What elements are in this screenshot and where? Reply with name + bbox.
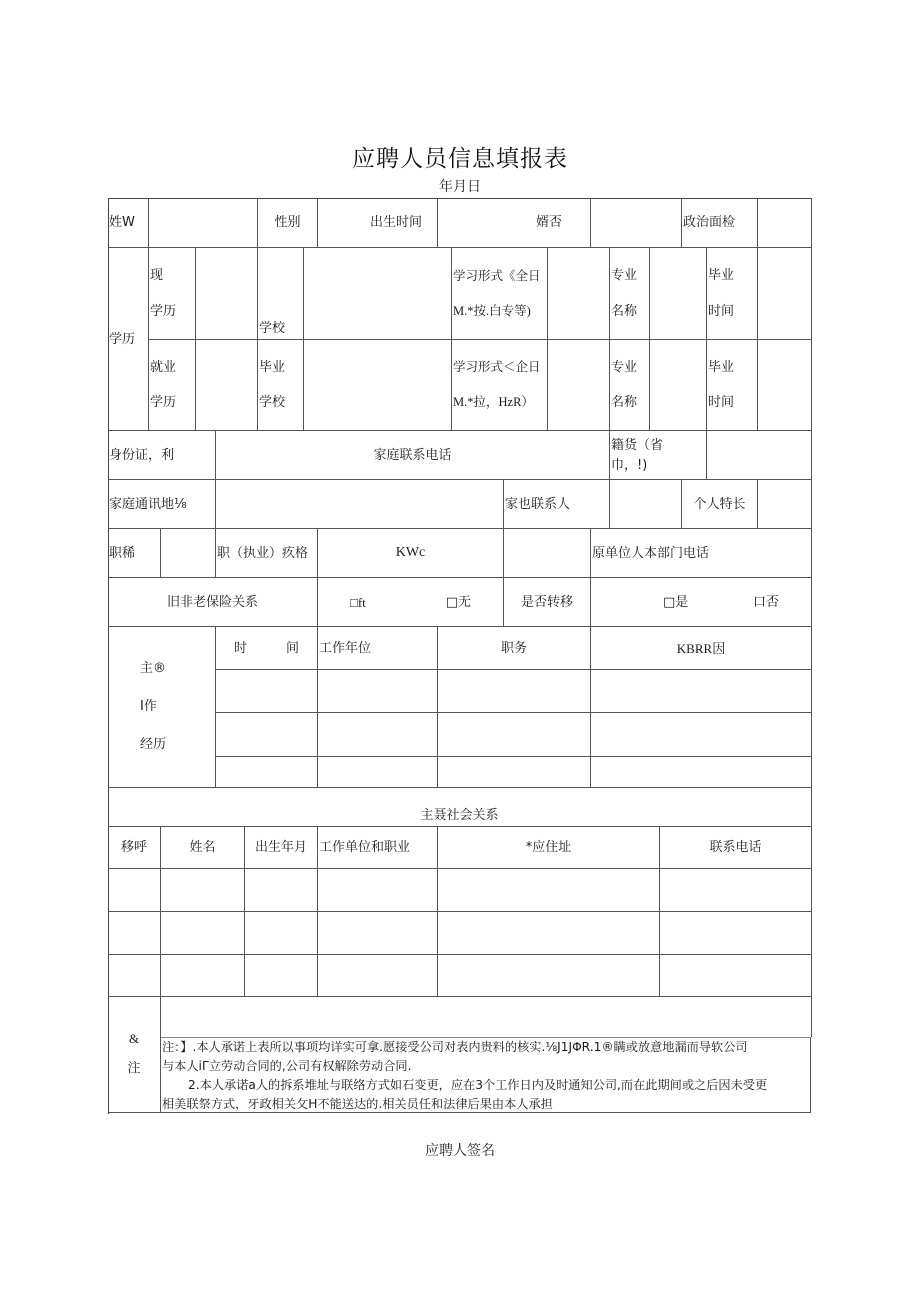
qualification-label: 职（执业）疚格: [216, 529, 318, 578]
transfer-label: 是否转移: [504, 578, 591, 627]
relative-row-3-address[interactable]: [438, 955, 660, 997]
name-field[interactable]: [149, 198, 258, 248]
relative-employer-header: 工作单位和职业: [318, 827, 438, 869]
employment-education-label-1: 就业: [150, 360, 177, 375]
current-study-mode-label-1: 学习形式《全日: [453, 267, 541, 283]
work-row-3-employer[interactable]: [318, 757, 438, 788]
employment-education-label: [149, 340, 196, 431]
work-history-label-2: I作: [140, 698, 157, 714]
relative-row-2-relation[interactable]: [108, 912, 161, 955]
checkbox-have[interactable]: □ft: [350, 594, 366, 610]
work-row-1-position[interactable]: [438, 670, 591, 713]
relative-row-3-name[interactable]: [161, 955, 245, 997]
current-graduation-label: [707, 248, 758, 340]
home-phone-label: 家庭联系电话: [216, 431, 610, 480]
kwc-label: KWc: [318, 529, 504, 578]
professional-title-field[interactable]: [161, 529, 216, 578]
current-major-label: [610, 248, 650, 340]
relative-row-1-phone[interactable]: [660, 869, 812, 912]
current-graduation-label-1: 毕业: [708, 268, 735, 284]
transfer-options: [591, 578, 812, 627]
employment-school-label: [258, 340, 304, 431]
previous-employer-phone-label: 原单位人本部门电话: [591, 529, 812, 578]
relative-row-3-relation[interactable]: [108, 955, 161, 997]
work-row-2-employer[interactable]: [318, 713, 438, 757]
work-history-label-1: 主®: [140, 660, 167, 676]
employment-major-label: [610, 340, 650, 431]
relative-row-2-phone[interactable]: [660, 912, 812, 955]
political-label: 政治面检: [682, 198, 758, 248]
remarks-note-line-4: 相美联祭方式，牙政相关攵H不能送达的.相关员任和法律后果由本人承担: [162, 1097, 553, 1111]
current-education-label-2: 学历: [150, 303, 177, 319]
relative-row-2-birth[interactable]: [245, 912, 318, 955]
employment-graduation-label-2: 时间: [708, 395, 735, 410]
name-label: 姓W: [108, 198, 149, 248]
relative-row-1-birth[interactable]: [245, 869, 318, 912]
remarks-label-1: &: [128, 1030, 140, 1046]
current-major-label-2: 名称: [611, 303, 638, 319]
work-employer-header: 工作年位: [318, 627, 438, 670]
checkbox-yes[interactable]: □是: [663, 594, 689, 610]
employment-major-label-2: 名称: [611, 395, 638, 410]
relative-row-3-phone[interactable]: [660, 955, 812, 997]
employment-education-label-2: 学历: [150, 395, 177, 410]
current-major-field[interactable]: [650, 248, 707, 340]
current-education-label-1: 现: [150, 268, 164, 284]
relative-phone-header: 联系电话: [660, 827, 812, 869]
kwc-field[interactable]: [504, 529, 591, 578]
current-education-label: [149, 248, 196, 340]
employment-major-label-1: 专业: [611, 360, 638, 375]
political-field[interactable]: [758, 198, 812, 248]
native-place-label: [610, 431, 707, 480]
employment-study-mode-label: [452, 340, 548, 431]
current-study-mode-label: [452, 248, 548, 340]
relative-row-1-relation[interactable]: [108, 869, 161, 912]
native-place-field[interactable]: [707, 431, 812, 480]
current-graduation-label-2: 时间: [708, 303, 735, 319]
remarks-label: [108, 997, 161, 1113]
work-row-3-position[interactable]: [438, 757, 591, 788]
work-history-group-label: [108, 627, 216, 788]
work-time-header-2: 间: [285, 640, 299, 656]
work-position-header: 职务: [438, 627, 591, 670]
work-time-header: [216, 627, 318, 670]
page-title: 应聘人员信息填报表: [352, 146, 568, 172]
marital-field[interactable]: [591, 198, 682, 248]
remarks-note-line-1: 注：】.本人承诺上表所以事项均详实可拿.愿接受公司对表内贵料的核实.⅛J1JΦR.1®瞒或放意地漏而导软公司: [162, 1040, 748, 1054]
specialty-field[interactable]: [758, 480, 812, 529]
relative-row-3-employer[interactable]: [318, 955, 438, 997]
work-row-3-reason[interactable]: [591, 757, 812, 788]
employment-education-field[interactable]: [196, 340, 258, 431]
current-major-label-1: 专业: [611, 268, 638, 284]
relative-row-3-birth[interactable]: [245, 955, 318, 997]
pension-insurance-label: 旧非老保险关系: [108, 578, 318, 627]
relative-address-header: *应住址: [438, 827, 660, 869]
remarks-label-2: 注: [127, 1061, 141, 1077]
remarks-note-line-3: 2.本人承诺a人的拆系堆址与联络方式如石变更，应在3个工作日内及时通知公司,而在此期间或之后因未受更: [188, 1078, 768, 1092]
remarks-field[interactable]: [161, 997, 812, 1037]
relative-name-header: 姓名: [161, 827, 245, 869]
work-row-2-time[interactable]: [216, 713, 318, 757]
work-row-1-employer[interactable]: [318, 670, 438, 713]
current-study-mode-field[interactable]: [548, 248, 610, 340]
id-number-label: 身份证，利: [108, 431, 216, 480]
remarks-notes: [161, 1037, 811, 1113]
relative-row-1-name[interactable]: [161, 869, 245, 912]
current-school-label: 学校: [258, 248, 304, 340]
date-line: 年月日: [439, 179, 481, 195]
checkbox-none[interactable]: □无: [445, 594, 471, 610]
relative-row-2-address[interactable]: [438, 912, 660, 955]
work-row-3-time[interactable]: [216, 757, 318, 788]
relative-row-2-name[interactable]: [161, 912, 245, 955]
relation-header: 移呼: [108, 827, 161, 869]
native-place-label-1: 籍货（省: [611, 437, 664, 453]
home-address-label: 家庭通讯地⅛: [108, 480, 216, 529]
employment-major-field[interactable]: [650, 340, 707, 431]
work-reason-header: KBRR因: [591, 627, 812, 670]
current-graduation-field[interactable]: [758, 248, 812, 340]
birth-label: 出生时间: [318, 198, 438, 248]
relative-row-2-employer[interactable]: [318, 912, 438, 955]
work-row-2-position[interactable]: [438, 713, 591, 757]
checkbox-no[interactable]: 口否: [752, 594, 779, 610]
home-address-field[interactable]: [216, 480, 504, 529]
employment-study-mode-label-2: M.*拉，HzR）: [453, 395, 534, 410]
native-place-label-2: 巾，!): [611, 457, 648, 473]
current-school-field[interactable]: [304, 248, 452, 340]
marital-label: 婿否: [438, 198, 591, 248]
education-group-label: 学历: [108, 248, 149, 431]
employment-graduation-label: [707, 340, 758, 431]
work-history-label-3: 经历: [140, 736, 167, 752]
work-row-1-time[interactable]: [216, 670, 318, 713]
relative-row-1-employer[interactable]: [318, 869, 438, 912]
specialty-label: 个人特长: [682, 480, 758, 529]
signature-label: 应聘人签名: [425, 1143, 495, 1159]
employment-study-mode-label-1: 学习形式＜企日: [453, 359, 541, 375]
employment-graduation-label-1: 毕业: [708, 360, 735, 375]
current-education-field[interactable]: [196, 248, 258, 340]
pension-options: [318, 578, 504, 627]
employment-graduation-field[interactable]: [758, 340, 812, 431]
current-study-mode-label-2: M.*按.白专等): [453, 304, 531, 318]
professional-title-label: 职稀: [108, 529, 161, 578]
employment-school-label-2: 学校: [259, 395, 286, 410]
work-row-2-reason[interactable]: [591, 713, 812, 757]
home-contact-field[interactable]: [610, 480, 682, 529]
relative-row-1-address[interactable]: [438, 869, 660, 912]
social-relations-title: 主聂社会关系: [108, 788, 812, 827]
employment-study-mode-field[interactable]: [548, 340, 610, 431]
employment-school-field[interactable]: [304, 340, 452, 431]
work-time-header-1: 时: [234, 640, 248, 656]
relative-birth-header: 出生年月: [245, 827, 318, 869]
remarks-note-line-2: 与本人iΓ立劳动合同的,公司有权解除劳动合同.: [162, 1059, 412, 1073]
work-row-1-reason[interactable]: [591, 670, 812, 713]
employment-school-label-1: 毕业: [259, 360, 286, 375]
gender-label: 性别: [258, 198, 318, 248]
home-contact-label: 家也联系人: [504, 480, 610, 529]
